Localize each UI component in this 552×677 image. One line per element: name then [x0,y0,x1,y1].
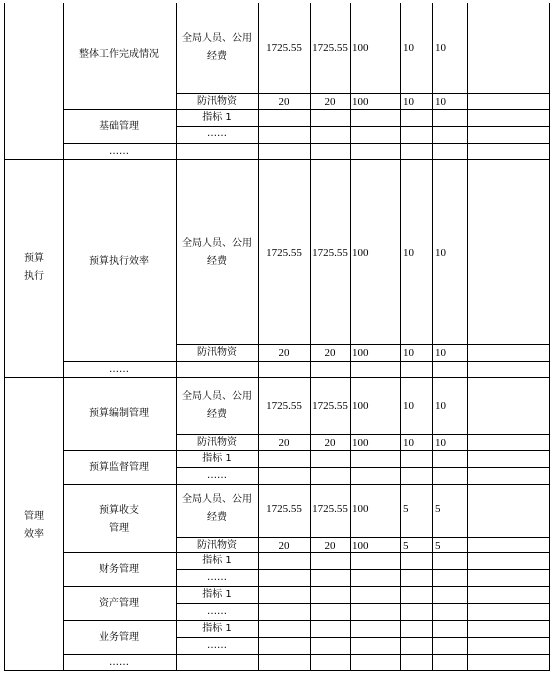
rev-flood-label: 防汛物资 [197,540,237,551]
prep-value-5: 10 [435,400,446,412]
overall-row-label: 整体工作完成情况 [79,49,159,60]
exec-flood-label: 防汛物资 [197,347,237,358]
section2-ellipsis: …… [109,364,129,375]
finance-indicator: 指标 1 [202,555,232,566]
business-ellipsis: …… [207,640,227,651]
basic-ellipsis: …… [207,128,227,139]
rev-flood-value-2: 20 [324,540,336,552]
prep-value-4: 10 [403,400,414,412]
section-exec-label: 预算 执行 [24,253,44,282]
exec-flood-value-5: 10 [435,347,446,359]
table-hline [176,637,550,638]
table-hline [176,434,550,435]
finance-ellipsis: …… [207,572,227,583]
rev-flood-value-1: 20 [278,540,290,552]
exec-item-line2: 经费 [207,256,227,267]
overall-item-line1: 全局人员、公用 [182,33,252,44]
overall-value-3: 100 [352,42,369,54]
table-hline [176,467,550,468]
overall-value-1: 1725.55 [266,42,302,54]
prep-value-1: 1725.55 [266,400,302,412]
rev-value-4: 5 [403,503,409,515]
table-hline [63,484,550,485]
prep-flood-value-2: 20 [324,437,336,449]
exec-flood-value-1: 20 [278,347,290,359]
table-hline [63,450,550,451]
exec-value-3: 100 [352,247,369,259]
basic-indicator: 指标 1 [202,112,232,123]
asset-indicator: 指标 1 [202,589,232,600]
overall-value-2: 1725.55 [312,42,348,54]
prep-value-3: 100 [352,400,369,412]
exec-value-2: 1725.55 [312,247,348,259]
rev-value-3: 100 [352,503,369,515]
rev-flood-value-4: 5 [403,540,409,552]
exec-value-4: 10 [403,247,414,259]
super-indicator: 指标 1 [202,453,232,464]
overall-value-4: 10 [403,42,414,54]
rev-value-2: 1725.55 [312,503,348,515]
prep-flood-value-3: 100 [352,437,369,449]
exec-eff-row-label: 预算执行效率 [89,256,149,267]
table-vline [4,3,5,670]
exec-flood-value-4: 10 [403,347,414,359]
table-hline [176,344,550,345]
super-ellipsis: …… [207,470,227,481]
prep-flood-label: 防汛物资 [197,437,237,448]
section3-ellipsis: …… [109,657,129,668]
exec-flood-value-3: 100 [352,347,369,359]
table-hline [4,377,550,378]
table-hline [176,93,550,94]
overall-item-line2: 经费 [207,51,227,62]
budget-super-row-label: 预算监督管理 [89,462,149,473]
table-hline [63,620,550,621]
overall-flood-value-1: 20 [278,96,290,108]
table-hline [63,654,550,655]
rev-item-line1: 全局人员、公用 [182,494,252,505]
rev-flood-value-5: 5 [435,540,441,552]
table-hline [176,537,550,538]
exec-flood-value-2: 20 [324,347,336,359]
overall-flood-value-3: 100 [352,96,369,108]
rev-item-line2: 经费 [207,512,227,523]
rev-value-5: 5 [435,503,441,515]
prep-flood-value-5: 10 [435,437,446,449]
business-row-label: 业务管理 [99,632,139,643]
table-hline [63,143,550,144]
overall-flood-value-4: 10 [403,96,414,108]
table-hline [176,603,550,604]
overall-flood-value-2: 20 [324,96,336,108]
budget-rev-row-label: 预算收支 管理 [99,505,139,534]
asset-row-label: 资产管理 [99,598,139,609]
rev-value-1: 1725.55 [266,503,302,515]
section-mgmt-label: 管理 效率 [24,511,44,540]
finance-row-label: 财务管理 [99,564,139,575]
exec-value-1: 1725.55 [266,247,302,259]
budget-prep-row-label: 预算编制管理 [89,408,149,419]
basic-row-label: 基础管理 [99,121,139,132]
table-hline [4,159,550,160]
section1-ellipsis: …… [109,146,129,157]
exec-value-5: 10 [435,247,446,259]
table-hline [4,670,550,671]
overall-value-5: 10 [435,42,446,54]
table-hline [63,361,550,362]
exec-item-line1: 全局人员、公用 [182,238,252,249]
table-vline [63,3,64,670]
business-indicator: 指标 1 [202,623,232,634]
table-hline [63,552,550,553]
prep-item-line1: 全局人员、公用 [182,391,252,402]
table-hline [63,586,550,587]
prep-value-2: 1725.55 [312,400,348,412]
prep-item-line2: 经费 [207,409,227,420]
table-hline [176,126,550,127]
rev-flood-value-3: 100 [352,540,369,552]
prep-flood-value-1: 20 [278,437,290,449]
table-hline [63,109,550,110]
overall-flood-label: 防汛物资 [197,96,237,107]
prep-flood-value-4: 10 [403,437,414,449]
table-hline [176,569,550,570]
asset-ellipsis: …… [207,606,227,617]
overall-flood-value-5: 10 [435,96,446,108]
